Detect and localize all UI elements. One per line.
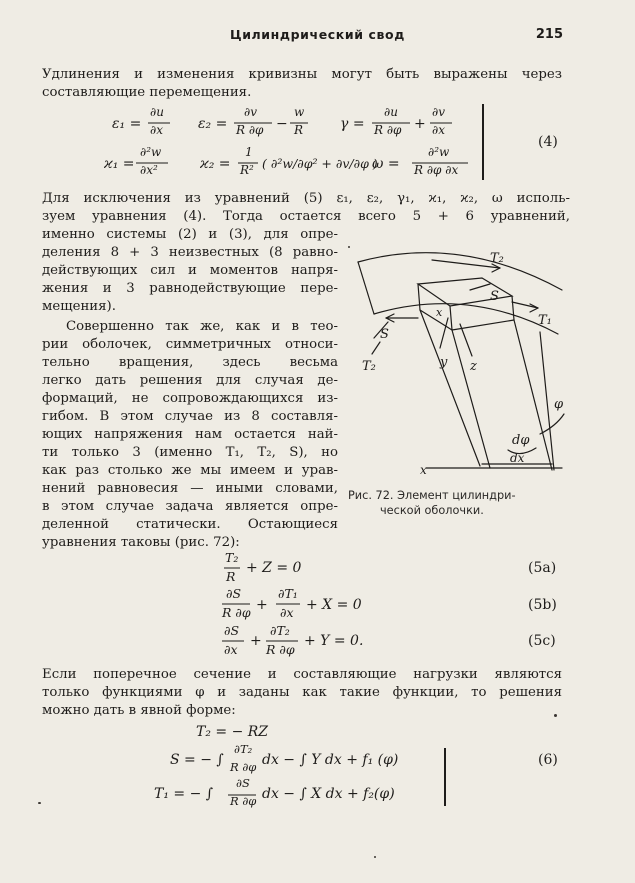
- eq4-g-den2: ∂x: [432, 123, 445, 137]
- eq6-label: (6): [538, 752, 558, 768]
- running-title: Цилиндрический свод: [230, 27, 405, 42]
- eq5b-plus: +: [256, 597, 268, 613]
- label-y: y: [440, 355, 448, 370]
- eq4-e2-w-den: R: [294, 123, 304, 137]
- eq5c-plus: +: [250, 633, 262, 649]
- text-line: легко дать решения для случая де-: [42, 373, 338, 388]
- label-T2-left: T₂: [362, 359, 376, 374]
- text-line: деленной статически. Остающиеся: [42, 517, 338, 532]
- text-line: именно системы (2) и (3), для опре-: [42, 227, 338, 242]
- text-line: Если поперечное сечение и составляющие нагрузки являются: [42, 667, 562, 682]
- eq4-e1-num: ∂u: [150, 105, 164, 119]
- eq6-l2-den: R ∂φ: [230, 760, 257, 774]
- eq5c-d1: ∂x: [224, 642, 238, 657]
- eq6-line1: T₂ = − RZ: [196, 724, 269, 740]
- text-line: ти только 3 (именно T₁, T₂, S), но: [42, 445, 338, 460]
- text-line: в этом случае задача является опре-: [42, 499, 338, 514]
- caption-line: ческой оболочки.: [380, 504, 484, 517]
- label-x-axis: x: [420, 463, 427, 477]
- eq5c-d2: R ∂φ: [266, 642, 295, 657]
- eq4-k2-num: 1: [245, 145, 253, 159]
- eq5b-d1: R ∂φ: [222, 605, 251, 620]
- text-line: можно дать в явной форме:: [42, 703, 236, 718]
- eq6-l3-post: dx − ∫ X dx + f₂(φ): [262, 786, 395, 802]
- label-z: z: [470, 359, 477, 374]
- eq4-g-den1: R ∂φ: [374, 123, 402, 137]
- eq5b-label: (5b): [528, 597, 557, 613]
- label-T2-top: T₂: [490, 251, 504, 266]
- eq5b-rest: + X = 0: [306, 597, 362, 613]
- print-speck: [374, 856, 376, 858]
- eq5b-n1: ∂S: [226, 586, 242, 601]
- eq6-l3-den: R ∂φ: [230, 794, 257, 808]
- eq5c-n2: ∂T₂: [270, 623, 290, 638]
- eq5a-den: R: [226, 569, 236, 584]
- print-speck: [38, 802, 41, 804]
- eq4-g-num1: ∂u: [384, 105, 398, 119]
- label-dphi: dφ: [512, 433, 530, 448]
- eq4-k2: ϰ₂ =: [200, 156, 231, 172]
- text-line: тельно вращения, здесь весьма: [42, 355, 338, 370]
- text-line: мещения).: [42, 299, 116, 314]
- eq4-k2-paren: ( ∂²w/∂φ² + ∂v/∂φ ): [262, 156, 378, 171]
- text-line: ющих напряжения нам остается най-: [42, 427, 338, 442]
- eq5b-d2: ∂x: [280, 605, 294, 620]
- text-line: гибом. В этом случае из 8 составля-: [42, 409, 338, 424]
- text-line: только функциями φ и заданы как такие функции, то решения: [42, 685, 562, 700]
- label-S-left: S: [380, 327, 389, 342]
- caption-line: Рис. 72. Элемент цилиндри-: [348, 489, 516, 502]
- eq6-l2-num: ∂T₂: [234, 742, 253, 756]
- text-line: жения и 3 равнодействующие пере-: [42, 281, 338, 296]
- eq4-g: γ =: [340, 116, 365, 132]
- text-line: рии оболочек, симметричных относи-: [42, 337, 338, 352]
- eq5c-rest: + Y = 0.: [304, 633, 364, 649]
- eq5b-n2: ∂T₁: [278, 586, 298, 601]
- eq6-l3-pre: T₁ = − ∫: [154, 786, 214, 802]
- eq6-l2-post: dx − ∫ Y dx + f₁ (φ): [262, 752, 399, 768]
- label-phi: φ: [554, 397, 564, 412]
- print-speck: [554, 714, 557, 717]
- eq4-e2-num: ∂v: [244, 105, 257, 119]
- text-line: Для исключения из уравнений (5) ε₁, ε₂, γ₁, ϰ₁, ϰ₂, ω исполь-: [42, 191, 570, 206]
- text-line: Совершенно так же, как и в тео-: [66, 319, 338, 334]
- text-line: Удлинения и изменения кривизны могут быть выражены через: [42, 67, 562, 82]
- text-line: как раз столько же мы имеем и урав-: [42, 463, 338, 478]
- eq4-e2-den: R ∂φ: [236, 123, 264, 137]
- eq5a-num: T₂: [225, 550, 239, 565]
- eq6-l3-num: ∂S: [236, 776, 250, 790]
- eq4-e1: ε₁ =: [112, 116, 142, 132]
- eq4-om-num: ∂²w: [428, 145, 450, 159]
- eq4-e2-minus: −: [276, 116, 288, 132]
- text-line: действующих сил и моментов напря-: [42, 263, 338, 278]
- eq4-g-num2: ∂v: [432, 105, 445, 119]
- eq5a-label: (5a): [528, 560, 557, 576]
- eq4-g-plus: +: [414, 116, 426, 132]
- eq4-k1-num: ∂²w: [140, 145, 162, 159]
- text-line: зуем уравнения (4). Тогда остается всего 5 + 6 уравнений,: [42, 209, 570, 224]
- text-line: составляющие перемещения.: [42, 85, 252, 100]
- label-T1: T₁: [538, 313, 552, 328]
- text-line: формаций, не сопровождающихся из-: [42, 391, 338, 406]
- eq4-om: ω =: [372, 156, 400, 172]
- eq4-e2-w-num: w: [294, 105, 305, 119]
- label-S-top: S: [490, 289, 499, 304]
- eq4-k1: ϰ₁ =: [104, 156, 135, 172]
- eq4-label: (4): [538, 134, 558, 150]
- text-line: нений равновесия — иными словами,: [42, 481, 338, 496]
- eq5c-label: (5c): [528, 633, 556, 649]
- eq4-k1-den: ∂x²: [140, 163, 158, 177]
- page-number: 215: [535, 27, 563, 42]
- label-x-small: x: [436, 306, 443, 319]
- label-dx: dx: [510, 451, 525, 465]
- text-line: уравнения таковы (рис. 72):: [42, 535, 240, 550]
- eq4-k2-den: R²: [240, 163, 254, 177]
- eq4-e1-den: ∂x: [150, 123, 163, 137]
- eq5c-n1: ∂S: [224, 623, 240, 638]
- eq6-l2-pre: S = − ∫: [170, 752, 224, 768]
- eq4-e2: ε₂ =: [198, 116, 228, 132]
- eq5a-rest: + Z = 0: [246, 560, 302, 576]
- print-speck: [348, 246, 350, 248]
- text-line: деления 8 + 3 неизвестных (8 равно-: [42, 245, 338, 260]
- eq4-om-den: R ∂φ ∂x: [414, 163, 459, 177]
